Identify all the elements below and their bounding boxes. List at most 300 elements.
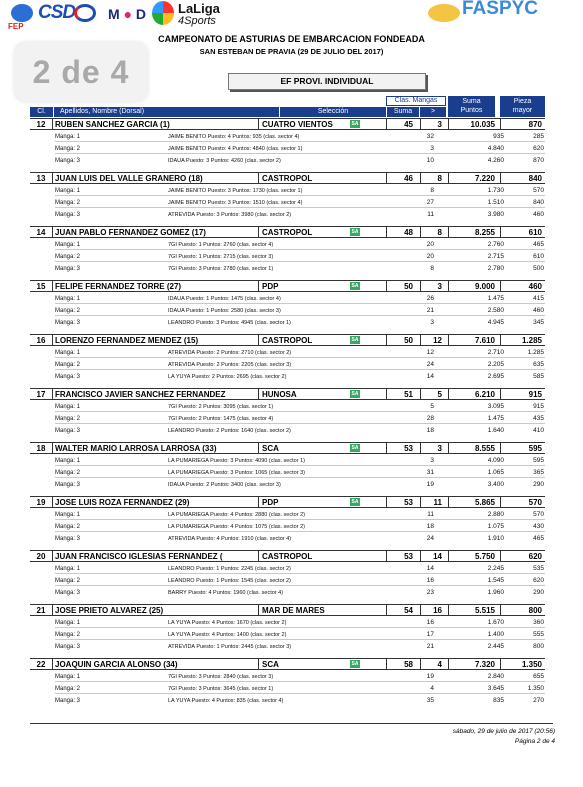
cell-pieza-mayor: 840 — [500, 173, 545, 184]
manga-clas: 27 — [426, 199, 434, 206]
manga-row — [55, 618, 545, 628]
cell-position: 15 — [30, 281, 53, 292]
manga-pieza: 1.285 — [527, 349, 544, 356]
manga-row — [55, 426, 545, 436]
cell-suma-puntos: 6.210 — [448, 389, 498, 400]
manga-puntos: 4.945 — [487, 319, 504, 326]
manga-clas: 35 — [426, 697, 434, 704]
cell-name: JUAN LUIS DEL VALLE GRANERO (18) — [55, 174, 203, 183]
manga-puntos: 1.730 — [487, 187, 504, 194]
manga-label: Manga: 3 — [55, 482, 81, 488]
manga-clas: 16 — [426, 577, 434, 584]
manga-row — [55, 132, 545, 142]
cell-club: CASTROPOL — [258, 335, 378, 346]
manga-pieza: 430 — [533, 523, 544, 530]
cell-mayor: 3 — [420, 119, 445, 130]
fish-icon — [428, 4, 460, 22]
cell-suma-puntos: 5.865 — [448, 497, 498, 508]
footer-date: sábado, 29 de julio de 2017 (20:56) — [452, 728, 555, 735]
manga-label: Manga: 3 — [55, 266, 81, 272]
manga-detail: 7GI Puesto: 1 Puntos: 2715 (clas. sector 3) — [168, 254, 274, 260]
cell-name: WALTER MARIO LARROSA LARROSA (33) — [55, 444, 217, 453]
cell-mayor: 14 — [420, 551, 445, 562]
manga-puntos: 2.760 — [487, 241, 504, 248]
manga-pieza: 270 — [533, 697, 544, 704]
table-row — [30, 658, 545, 670]
manga-pieza: 285 — [533, 133, 544, 140]
manga-clas: 5 — [430, 403, 434, 410]
cell-suma: 53 — [386, 497, 416, 508]
manga-puntos: 1.640 — [487, 427, 504, 434]
cell-name: JOSE LUIS ROZA FERNANDEZ (29) — [55, 498, 190, 507]
manga-pieza: 465 — [533, 241, 544, 248]
cell-suma-puntos: 5.750 — [448, 551, 498, 562]
cell-name: JOAQUIN GARCIA ALONSO (34) — [55, 660, 178, 669]
manga-clas: 20 — [426, 253, 434, 260]
manga-row — [55, 294, 545, 304]
manga-puntos: 835 — [493, 697, 504, 704]
cell-mayor: 8 — [420, 173, 445, 184]
laliga-logo-subtext: 4Sports — [178, 15, 216, 27]
cell-suma: 58 — [386, 659, 416, 670]
cell-pieza-mayor: 1.285 — [500, 335, 545, 346]
manga-clas: 11 — [427, 211, 434, 218]
cell-suma-puntos: 7.610 — [448, 335, 498, 346]
cell-pieza-mayor: 610 — [500, 227, 545, 238]
manga-detail: 7GI Puesto: 3 Puntos: 3645 (clas. sector 1) — [168, 686, 274, 692]
manga-clas: 20 — [426, 241, 434, 248]
manga-detail: 7GI Puesto: 1 Puntos: 2760 (clas. sector 4) — [168, 242, 274, 248]
manga-puntos: 3.980 — [487, 211, 504, 218]
manga-pieza: 555 — [533, 631, 544, 638]
manga-label: Manga: 2 — [55, 308, 81, 314]
manga-label: Manga: 2 — [55, 686, 81, 692]
manga-puntos: 3.095 — [487, 403, 504, 410]
manga-pieza: 465 — [533, 535, 544, 542]
manga-pieza: 915 — [533, 403, 544, 410]
laliga-logo-text: LaLiga — [178, 1, 220, 16]
cell-position: 12 — [30, 119, 53, 130]
csd-logo-text: CSD — [38, 2, 76, 23]
cell-suma-puntos: 5.515 — [448, 605, 498, 616]
manga-pieza: 360 — [533, 619, 544, 626]
manga-label: Manga: 1 — [55, 404, 81, 410]
manga-row — [55, 210, 545, 220]
manga-row — [55, 372, 545, 382]
manga-detail: ATREVIDA Puesto: 3 Puntos: 3980 (clas. sector 2) — [168, 212, 292, 218]
cell-mayor: 8 — [420, 227, 445, 238]
manga-detail: LA YUYA Puesto: 4 Puntos: 835 (clas. sector 4) — [168, 698, 284, 704]
cell-suma: 53 — [386, 443, 416, 454]
manga-row — [55, 510, 545, 520]
sa-badge: SA — [351, 283, 359, 289]
cell-mayor: 16 — [420, 605, 445, 616]
md-logo-m: M — [108, 6, 120, 22]
document-title: CAMPEONATO DE ASTURIAS DE EMBARCACION FONDEADA — [158, 34, 425, 44]
header-pieza-mayor-line1: Pieza — [513, 98, 532, 105]
manga-pieza: 595 — [533, 457, 544, 464]
manga-row — [55, 144, 545, 154]
manga-detail: LA YUYA Puesto: 4 Puntos: 1400 (clas. sector 2) — [168, 632, 287, 638]
manga-row — [55, 156, 545, 166]
manga-label: Manga: 1 — [55, 566, 81, 572]
manga-row — [55, 402, 545, 412]
table-header-row — [30, 107, 545, 117]
cell-name: RUBEN SANCHEZ GARCIA (1) — [55, 120, 170, 129]
manga-clas: 31 — [426, 469, 434, 476]
manga-clas: 3 — [430, 457, 434, 464]
manga-detail: IDAUA Puesto: 3 Puntos: 4260 (clas. sector 2) — [168, 158, 281, 164]
results-table — [30, 118, 545, 712]
manga-detail: JAIME BENITO Puesto: 4 Puntos: 4840 (clas. sector 1) — [168, 146, 303, 152]
manga-row — [55, 198, 545, 208]
manga-pieza: 1.350 — [527, 685, 544, 692]
manga-puntos: 935 — [493, 133, 504, 140]
md-logo-d: D — [135, 6, 147, 22]
manga-puntos: 1.510 — [487, 199, 504, 206]
competitor-block — [30, 172, 545, 226]
manga-clas: 18 — [426, 427, 434, 434]
manga-row — [55, 522, 545, 532]
manga-detail: ATREVIDA Puesto: 1 Puntos: 2445 (clas. sector 3) — [168, 644, 292, 650]
manga-pieza: 620 — [533, 577, 544, 584]
manga-pieza: 655 — [533, 673, 544, 680]
cell-suma: 54 — [386, 605, 416, 616]
manga-puntos: 2.580 — [487, 307, 504, 314]
cell-suma-puntos: 8.255 — [448, 227, 498, 238]
laliga-logo — [152, 0, 232, 30]
cell-name: FRANCISCO JAVIER SANCHEZ FERNANDEZ — [55, 390, 226, 399]
manga-puntos: 2.245 — [487, 565, 504, 572]
manga-pieza: 570 — [533, 511, 544, 518]
manga-pieza: 635 — [533, 361, 544, 368]
cell-pieza-mayor: 620 — [500, 551, 545, 562]
manga-detail: LA PUMARIEGA Puesto: 4 Puntos: 1075 (clas. sector 2) — [168, 524, 305, 530]
sa-badge: SA — [351, 391, 359, 397]
manga-pieza: 460 — [533, 211, 544, 218]
manga-row — [55, 348, 545, 358]
manga-puntos: 2.710 — [487, 349, 504, 356]
cell-position: 16 — [30, 335, 53, 346]
manga-label: Manga: 3 — [55, 698, 81, 704]
manga-label: Manga: 3 — [55, 644, 81, 650]
cell-suma-puntos: 7.320 — [448, 659, 498, 670]
manga-pieza: 500 — [533, 265, 544, 272]
competitor-block — [30, 442, 545, 496]
manga-puntos: 2.445 — [487, 643, 504, 650]
manga-label: Manga: 3 — [55, 590, 81, 596]
cell-name: LORENZO FERNANDEZ MENDEZ (15) — [55, 336, 199, 345]
manga-puntos: 3.400 — [487, 481, 504, 488]
manga-clas: 19 — [426, 673, 434, 680]
cell-pieza-mayor: 570 — [500, 497, 545, 508]
manga-puntos: 1.475 — [487, 415, 504, 422]
sa-badge: SA — [351, 499, 359, 505]
manga-puntos: 1.670 — [487, 619, 504, 626]
sa-badge: SA — [351, 445, 359, 451]
table-row — [30, 550, 545, 562]
manga-clas: 12 — [426, 349, 434, 356]
cell-position: 14 — [30, 227, 53, 238]
manga-pieza: 290 — [533, 481, 544, 488]
manga-pieza: 535 — [533, 565, 544, 572]
cell-position: 22 — [30, 659, 53, 670]
manga-pieza: 620 — [533, 145, 544, 152]
manga-detail: 7GI Puesto: 3 Puntos: 2840 (clas. sector 3) — [168, 674, 274, 680]
sa-badge: SA — [351, 337, 359, 343]
cell-suma: 48 — [386, 227, 416, 238]
manga-pieza: 870 — [533, 157, 544, 164]
category-label — [228, 73, 426, 90]
header-suma-puntos-line2: Puntos — [460, 107, 483, 114]
faspyc-logo-text: FASPYC — [462, 0, 539, 19]
manga-detail: JAIME BENITO Puesto: 3 Puntos: 1510 (clas. sector 4) — [168, 200, 303, 206]
header-name: Apellidos, Nombre (Dorsal) — [54, 107, 279, 117]
manga-row — [55, 264, 545, 274]
competitor-block — [30, 658, 545, 712]
manga-detail: IDAUA Puesto: 2 Puntos: 3400 (clas. sector 3) — [168, 482, 281, 488]
table-row — [30, 442, 545, 454]
cell-name: JOSE PRIETO ALVAREZ (25) — [55, 606, 164, 615]
competitor-block — [30, 334, 545, 388]
fep-logo — [8, 2, 34, 34]
sa-badge: SA — [351, 121, 359, 127]
header-suma-puntos-line1: Suma — [462, 98, 481, 105]
manga-clas: 8 — [430, 187, 434, 194]
manga-detail: LEANDRO Puesto: 1 Puntos: 2245 (clas. sector 2) — [168, 566, 291, 572]
table-row — [30, 172, 545, 184]
manga-detail: LA PUMARIEGA Puesto: 3 Puntos: 1065 (clas. sector 3) — [168, 470, 305, 476]
manga-label: Manga: 1 — [55, 458, 81, 464]
manga-label: Manga: 3 — [55, 158, 81, 164]
header-suma: Suma — [387, 107, 419, 117]
header-mayor: > — [420, 107, 446, 117]
cell-suma: 46 — [386, 173, 416, 184]
manga-puntos: 1.545 — [487, 577, 504, 584]
manga-clas: 17 — [426, 631, 434, 638]
manga-pieza: 460 — [533, 307, 544, 314]
manga-label: Manga: 1 — [55, 350, 81, 356]
header-cl: Cl. — [30, 107, 53, 117]
cell-club: PDP — [258, 281, 378, 292]
manga-detail: LA YUYA Puesto: 4 Puntos: 1670 (clas. sector 2) — [168, 620, 287, 626]
manga-clas: 24 — [426, 535, 434, 542]
manga-label: Manga: 1 — [55, 242, 81, 248]
manga-row — [55, 252, 545, 262]
manga-detail: LEANDRO Puesto: 2 Puntos: 1640 (clas. sector 2) — [168, 428, 291, 434]
cell-suma: 53 — [386, 551, 416, 562]
cell-mayor: 5 — [420, 389, 445, 400]
manga-pieza: 800 — [533, 643, 544, 650]
manga-detail: 7GI Puesto: 2 Puntos: 1475 (clas. sector 4) — [168, 416, 274, 422]
manga-pieza: 415 — [533, 295, 544, 302]
manga-puntos: 4.260 — [487, 157, 504, 164]
manga-label: Manga: 3 — [55, 428, 81, 434]
manga-clas: 11 — [427, 511, 434, 518]
manga-puntos: 1.475 — [487, 295, 504, 302]
cell-suma: 50 — [386, 335, 416, 346]
manga-detail: JAIME BENITO Puesto: 3 Puntos: 1730 (clas. sector 1) — [168, 188, 303, 194]
cell-position: 17 — [30, 389, 53, 400]
manga-pieza: 570 — [533, 187, 544, 194]
manga-detail: 7GI Puesto: 3 Puntos: 2780 (clas. sector 1) — [168, 266, 274, 272]
cell-suma: 50 — [386, 281, 416, 292]
manga-detail: IDAUA Puesto: 1 Puntos: 1475 (clas. sector 4) — [168, 296, 281, 302]
manga-puntos: 1.075 — [487, 523, 504, 530]
manga-row — [55, 468, 545, 478]
manga-clas: 10 — [426, 157, 434, 164]
manga-row — [55, 642, 545, 652]
table-row — [30, 280, 545, 292]
manga-clas: 3 — [430, 145, 434, 152]
document-subtitle: SAN ESTEBAN DE PRAVIA (29 DE JULIO DEL 2017) — [199, 47, 384, 56]
manga-label: Manga: 1 — [55, 134, 81, 140]
cell-suma-puntos: 10.035 — [448, 119, 498, 130]
cell-position: 18 — [30, 443, 53, 454]
manga-clas: 21 — [426, 307, 434, 314]
cell-club: SCA — [258, 443, 378, 454]
cell-pieza-mayor: 800 — [500, 605, 545, 616]
manga-row — [55, 186, 545, 196]
manga-label: Manga: 3 — [55, 536, 81, 542]
manga-puntos: 4.840 — [487, 145, 504, 152]
cell-pieza-mayor: 1.350 — [500, 659, 545, 670]
manga-row — [55, 588, 545, 598]
manga-clas: 14 — [426, 373, 434, 380]
header-pieza-mayor-line2: mayor — [512, 107, 533, 114]
manga-pieza: 345 — [533, 319, 544, 326]
manga-pieza: 435 — [533, 415, 544, 422]
manga-label: Manga: 2 — [55, 470, 81, 476]
manga-label: Manga: 1 — [55, 188, 81, 194]
faspyc-logo — [428, 0, 548, 30]
header-club: Selección — [280, 107, 386, 117]
manga-row — [55, 240, 545, 250]
manga-clas: 3 — [430, 319, 434, 326]
cell-club: SCA — [258, 659, 378, 670]
manga-row — [55, 318, 545, 328]
manga-label: Manga: 2 — [55, 632, 81, 638]
cell-club: CASTROPOL — [258, 551, 378, 562]
manga-clas: 23 — [426, 589, 434, 596]
manga-row — [55, 576, 545, 586]
manga-label: Manga: 2 — [55, 524, 81, 530]
cell-club: HUNOSA — [258, 389, 378, 400]
manga-puntos: 2.205 — [487, 361, 504, 368]
manga-pieza: 840 — [533, 199, 544, 206]
manga-label: Manga: 1 — [55, 674, 81, 680]
competitor-block — [30, 550, 545, 604]
manga-label: Manga: 3 — [55, 320, 81, 326]
cell-mayor: 3 — [420, 281, 445, 292]
manga-puntos: 2.780 — [487, 265, 504, 272]
table-row — [30, 604, 545, 616]
table-row — [30, 388, 545, 400]
table-row — [30, 334, 545, 346]
sa-badge: SA — [351, 229, 359, 235]
manga-puntos: 2.840 — [487, 673, 504, 680]
manga-detail: LEANDRO Puesto: 1 Puntos: 1545 (clas. sector 2) — [168, 578, 291, 584]
manga-label: Manga: 2 — [55, 578, 81, 584]
cell-position: 19 — [30, 497, 53, 508]
manga-row — [55, 534, 545, 544]
cell-position: 21 — [30, 605, 53, 616]
cell-position: 13 — [30, 173, 53, 184]
manga-detail: LA PUMARIEGA Puesto: 4 Puntos: 2880 (clas. sector 2) — [168, 512, 305, 518]
manga-puntos: 2.880 — [487, 511, 504, 518]
manga-label: Manga: 3 — [55, 212, 81, 218]
manga-clas: 26 — [426, 295, 434, 302]
table-row — [30, 226, 545, 238]
manga-label: Manga: 1 — [55, 512, 81, 518]
cell-mayor: 3 — [420, 443, 445, 454]
competitor-block — [30, 604, 545, 658]
manga-detail: ATREVIDA Puesto: 4 Puntos: 1910 (clas. sector 4) — [168, 536, 292, 542]
cell-name: JUAN FRANCISCO IGLESIAS FERNANDEZ ( — [55, 552, 223, 561]
manga-puntos: 3.645 — [487, 685, 504, 692]
manga-pieza: 290 — [533, 589, 544, 596]
category-text: EF PROVI. INDIVIDUAL — [280, 76, 374, 86]
cell-mayor: 4 — [420, 659, 445, 670]
page-indicator-badge: 2 de 4 — [14, 42, 148, 102]
manga-label: Manga: 3 — [55, 374, 81, 380]
manga-detail: BARRY Puesto: 4 Puntos: 1960 (clas. sector 4) — [168, 590, 284, 596]
cell-pieza-mayor: 460 — [500, 281, 545, 292]
manga-puntos: 1.960 — [487, 589, 504, 596]
competitor-block — [30, 280, 545, 334]
manga-detail: ATREVIDA Puesto: 2 Puntos: 2710 (clas. sector 2) — [168, 350, 292, 356]
manga-puntos: 2.715 — [487, 253, 504, 260]
cell-mayor: 12 — [420, 335, 445, 346]
manga-row — [55, 630, 545, 640]
manga-pieza: 365 — [533, 469, 544, 476]
competitor-block — [30, 388, 545, 442]
manga-row — [55, 672, 545, 682]
cell-name: FELIPE FERNANDEZ TORRE (27) — [55, 282, 182, 291]
cell-suma-puntos: 7.220 — [448, 173, 498, 184]
manga-label: Manga: 2 — [55, 146, 81, 152]
laliga-badge-icon — [152, 1, 174, 25]
cell-mayor: 11 — [420, 497, 445, 508]
manga-puntos: 2.695 — [487, 373, 504, 380]
manga-pieza: 585 — [533, 373, 544, 380]
manga-label: Manga: 2 — [55, 416, 81, 422]
cell-position: 20 — [30, 551, 53, 562]
cell-club: MAR DE MARES — [258, 605, 378, 616]
manga-label: Manga: 1 — [55, 296, 81, 302]
manga-pieza: 410 — [533, 427, 544, 434]
md-logo: M ● D — [108, 6, 147, 22]
manga-puntos: 1.400 — [487, 631, 504, 638]
manga-row — [55, 306, 545, 316]
manga-row — [55, 684, 545, 694]
footer-divider — [30, 723, 553, 724]
cell-name: JUAN PABLO FERNANDEZ GOMEZ (17) — [55, 228, 206, 237]
manga-label: Manga: 2 — [55, 254, 81, 260]
csd-logo-emblem — [74, 4, 96, 22]
cell-pieza-mayor: 870 — [500, 119, 545, 130]
manga-row — [55, 480, 545, 490]
manga-row — [55, 414, 545, 424]
cell-suma-puntos: 8.555 — [448, 443, 498, 454]
manga-row — [55, 456, 545, 466]
manga-pieza: 610 — [533, 253, 544, 260]
manga-row — [55, 696, 545, 706]
manga-row — [55, 564, 545, 574]
manga-label: Manga: 1 — [55, 620, 81, 626]
csd-logo — [38, 2, 98, 28]
manga-detail: 7GI Puesto: 2 Puntos: 3095 (clas. sector 1) — [168, 404, 274, 410]
